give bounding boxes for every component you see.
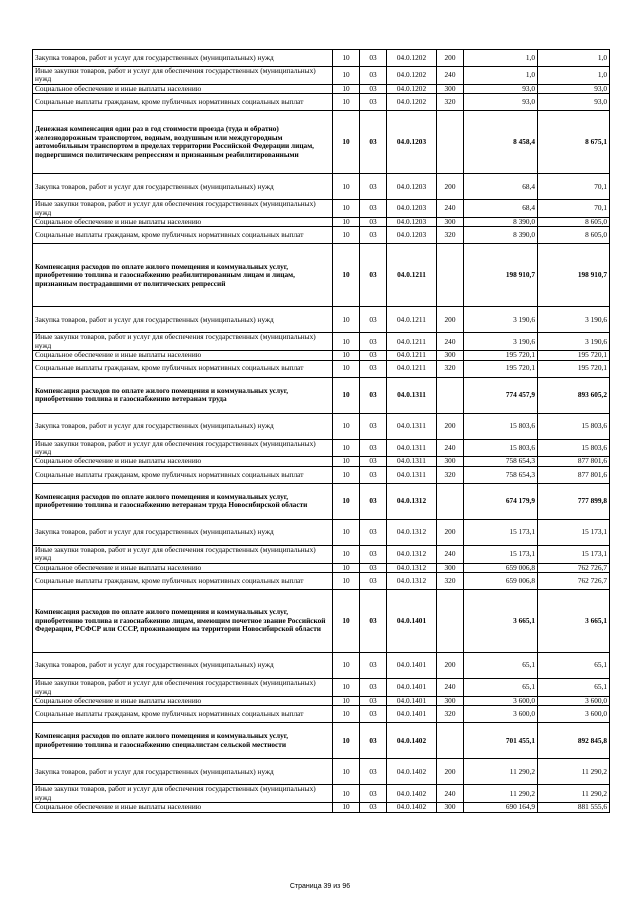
cell-v1: 659 006,8 xyxy=(464,573,538,590)
cell-v2: 65,1 xyxy=(538,653,610,679)
table-row xyxy=(33,439,610,457)
table-row xyxy=(33,457,610,466)
cell-v2: 892 845,8 xyxy=(538,723,610,759)
cell-v2: 15 803,6 xyxy=(538,413,610,439)
cell-code: 04.0.1311 xyxy=(387,457,437,466)
cell-b: 03 xyxy=(360,696,387,705)
cell-code: 04.0.1401 xyxy=(387,706,437,723)
table-row xyxy=(33,519,610,545)
cell-v2: 893 605,2 xyxy=(538,377,610,413)
cell-name: Денежная компенсация один раз в год стоимости проезда (туда и обратно) железнодорожным транспортом, водным, воздушным или междугородным автомобильным транспортом в пределах территории Российской Федерации лицам, подвергшимся политическим репрессиям и признанным реабилитированными xyxy=(33,111,333,174)
cell-a: 10 xyxy=(333,360,360,377)
cell-v1: 701 455,1 xyxy=(464,723,538,759)
cell-name: Социальное обеспечение и иные выплаты населению xyxy=(33,803,333,812)
cell-v2: 1,0 xyxy=(538,67,610,85)
cell-vr: 320 xyxy=(437,706,464,723)
cell-vr: 200 xyxy=(437,759,464,785)
cell-b: 03 xyxy=(360,351,387,360)
cell-b: 03 xyxy=(360,545,387,563)
page-number: Страница 39 из 96 xyxy=(289,883,351,890)
cell-v2: 3 600,0 xyxy=(538,696,610,705)
cell-vr: 200 xyxy=(437,653,464,679)
cell-code: 04.0.1311 xyxy=(387,413,437,439)
cell-a: 10 xyxy=(333,653,360,679)
cell-v2: 881 555,6 xyxy=(538,803,610,812)
cell-b: 03 xyxy=(360,307,387,333)
table-row xyxy=(33,563,610,572)
cell-v1: 68,4 xyxy=(464,174,538,200)
cell-a: 10 xyxy=(333,174,360,200)
cell-vr: 240 xyxy=(437,785,464,803)
cell-v2: 15 803,6 xyxy=(538,439,610,457)
cell-code: 04.0.1203 xyxy=(387,174,437,200)
cell-code: 04.0.1311 xyxy=(387,439,437,457)
table-row xyxy=(33,545,610,563)
cell-b: 03 xyxy=(360,50,387,67)
table-row xyxy=(33,573,610,590)
cell-v2: 8 605,0 xyxy=(538,227,610,244)
cell-a: 10 xyxy=(333,84,360,93)
table-row xyxy=(33,67,610,85)
table-row xyxy=(33,706,610,723)
cell-vr: 200 xyxy=(437,519,464,545)
cell-v2: 198 910,7 xyxy=(538,244,610,307)
cell-vr: 240 xyxy=(437,67,464,85)
table-row xyxy=(33,466,610,483)
table-row xyxy=(33,351,610,360)
cell-a: 10 xyxy=(333,545,360,563)
table-row xyxy=(33,174,610,200)
cell-b: 03 xyxy=(360,679,387,697)
cell-vr: 200 xyxy=(437,174,464,200)
cell-b: 03 xyxy=(360,439,387,457)
cell-v1: 1,0 xyxy=(464,50,538,67)
cell-v1: 690 164,9 xyxy=(464,803,538,812)
cell-v2: 15 173,1 xyxy=(538,545,610,563)
cell-vr: 320 xyxy=(437,466,464,483)
cell-a: 10 xyxy=(333,679,360,697)
budget-table-page xyxy=(32,49,609,813)
table-row xyxy=(33,307,610,333)
cell-name: Закупка товаров, работ и услуг для государственных (муниципальных) нужд xyxy=(33,759,333,785)
cell-b: 03 xyxy=(360,590,387,653)
cell-a: 10 xyxy=(333,706,360,723)
cell-b: 03 xyxy=(360,174,387,200)
cell-v1: 11 290,2 xyxy=(464,759,538,785)
cell-b: 03 xyxy=(360,360,387,377)
cell-v1: 8 390,0 xyxy=(464,218,538,227)
cell-v1: 198 910,7 xyxy=(464,244,538,307)
cell-a: 10 xyxy=(333,111,360,174)
cell-a: 10 xyxy=(333,227,360,244)
cell-vr xyxy=(437,111,464,174)
cell-code: 04.0.1203 xyxy=(387,227,437,244)
cell-vr xyxy=(437,377,464,413)
cell-v1: 68,4 xyxy=(464,200,538,218)
table-row-section xyxy=(33,590,610,653)
cell-v2: 777 899,8 xyxy=(538,483,610,519)
cell-b: 03 xyxy=(360,377,387,413)
cell-vr: 300 xyxy=(437,696,464,705)
cell-v1: 674 179,9 xyxy=(464,483,538,519)
cell-v1: 758 654,3 xyxy=(464,457,538,466)
cell-v2: 93,0 xyxy=(538,94,610,111)
cell-b: 03 xyxy=(360,803,387,812)
cell-name: Иные закупки товаров, работ и услуг для обеспечения государственных (муниципальных) нужд xyxy=(33,439,333,457)
cell-a: 10 xyxy=(333,200,360,218)
table-row xyxy=(33,803,610,812)
cell-name: Закупка товаров, работ и услуг для государственных (муниципальных) нужд xyxy=(33,413,333,439)
cell-code: 04.0.1401 xyxy=(387,679,437,697)
cell-code: 04.0.1312 xyxy=(387,483,437,519)
cell-code: 04.0.1312 xyxy=(387,563,437,572)
cell-name: Социальное обеспечение и иные выплаты населению xyxy=(33,218,333,227)
cell-vr: 200 xyxy=(437,307,464,333)
cell-a: 10 xyxy=(333,563,360,572)
cell-v2: 11 290,2 xyxy=(538,785,610,803)
cell-b: 03 xyxy=(360,413,387,439)
cell-b: 03 xyxy=(360,483,387,519)
cell-a: 10 xyxy=(333,483,360,519)
cell-name: Компенсация расходов по оплате жилого помещения и коммунальных услуг, приобретению топлива и газоснабжению специалистам сельской местности xyxy=(33,723,333,759)
cell-name: Социальное обеспечение и иные выплаты населению xyxy=(33,563,333,572)
cell-b: 03 xyxy=(360,457,387,466)
cell-a: 10 xyxy=(333,50,360,67)
cell-v2: 3 665,1 xyxy=(538,590,610,653)
cell-code: 04.0.1312 xyxy=(387,519,437,545)
cell-a: 10 xyxy=(333,519,360,545)
cell-v2: 3 600,0 xyxy=(538,706,610,723)
cell-name: Закупка товаров, работ и услуг для государственных (муниципальных) нужд xyxy=(33,307,333,333)
table-row-section xyxy=(33,244,610,307)
cell-code: 04.0.1203 xyxy=(387,200,437,218)
cell-a: 10 xyxy=(333,696,360,705)
cell-v1: 65,1 xyxy=(464,653,538,679)
cell-v2: 8 675,1 xyxy=(538,111,610,174)
cell-code: 04.0.1203 xyxy=(387,111,437,174)
cell-v1: 195 720,1 xyxy=(464,351,538,360)
cell-v1: 65,1 xyxy=(464,679,538,697)
table-row xyxy=(33,759,610,785)
cell-v2: 3 190,6 xyxy=(538,307,610,333)
cell-code: 04.0.1211 xyxy=(387,307,437,333)
cell-b: 03 xyxy=(360,563,387,572)
cell-name: Иные закупки товаров, работ и услуг для обеспечения государственных (муниципальных) нужд xyxy=(33,67,333,85)
cell-code: 04.0.1401 xyxy=(387,696,437,705)
table-row xyxy=(33,84,610,93)
cell-name: Иные закупки товаров, работ и услуг для обеспечения государственных (муниципальных) нужд xyxy=(33,200,333,218)
cell-b: 03 xyxy=(360,573,387,590)
cell-v1: 774 457,9 xyxy=(464,377,538,413)
cell-name: Социальное обеспечение и иные выплаты населению xyxy=(33,84,333,93)
cell-name: Компенсация расходов по оплате жилого помещения и коммунальных услуг, приобретению топлива и газоснабжению ветеранам труда xyxy=(33,377,333,413)
table-row-section xyxy=(33,377,610,413)
cell-vr: 300 xyxy=(437,84,464,93)
cell-v1: 659 006,8 xyxy=(464,563,538,572)
cell-code: 04.0.1202 xyxy=(387,50,437,67)
cell-v1: 15 803,6 xyxy=(464,413,538,439)
table-row xyxy=(33,333,610,351)
table-row-section xyxy=(33,723,610,759)
cell-code: 04.0.1211 xyxy=(387,351,437,360)
cell-v2: 762 726,7 xyxy=(538,563,610,572)
cell-a: 10 xyxy=(333,723,360,759)
cell-b: 03 xyxy=(360,785,387,803)
cell-code: 04.0.1401 xyxy=(387,590,437,653)
cell-b: 03 xyxy=(360,244,387,307)
table-row xyxy=(33,50,610,67)
cell-b: 03 xyxy=(360,333,387,351)
cell-vr: 240 xyxy=(437,200,464,218)
cell-code: 04.0.1401 xyxy=(387,653,437,679)
cell-name: Социальные выплаты гражданам, кроме публичных нормативных социальных выплат xyxy=(33,573,333,590)
cell-b: 03 xyxy=(360,227,387,244)
cell-v1: 758 654,3 xyxy=(464,466,538,483)
table-row xyxy=(33,360,610,377)
cell-v2: 70,1 xyxy=(538,174,610,200)
cell-v1: 195 720,1 xyxy=(464,360,538,377)
cell-vr: 300 xyxy=(437,218,464,227)
cell-v1: 3 665,1 xyxy=(464,590,538,653)
table-row xyxy=(33,200,610,218)
cell-b: 03 xyxy=(360,111,387,174)
cell-code: 04.0.1312 xyxy=(387,573,437,590)
cell-vr: 240 xyxy=(437,545,464,563)
cell-a: 10 xyxy=(333,466,360,483)
cell-vr: 200 xyxy=(437,50,464,67)
cell-vr: 240 xyxy=(437,679,464,697)
cell-v2: 11 290,2 xyxy=(538,759,610,785)
table-row xyxy=(33,227,610,244)
cell-b: 03 xyxy=(360,200,387,218)
cell-v1: 3 600,0 xyxy=(464,696,538,705)
cell-v1: 93,0 xyxy=(464,94,538,111)
cell-v1: 1,0 xyxy=(464,67,538,85)
cell-code: 04.0.1203 xyxy=(387,218,437,227)
cell-v1: 15 173,1 xyxy=(464,519,538,545)
cell-a: 10 xyxy=(333,590,360,653)
cell-code: 04.0.1211 xyxy=(387,244,437,307)
cell-vr: 240 xyxy=(437,439,464,457)
cell-vr: 320 xyxy=(437,227,464,244)
cell-code: 04.0.1211 xyxy=(387,333,437,351)
cell-v2: 65,1 xyxy=(538,679,610,697)
cell-code: 04.0.1202 xyxy=(387,94,437,111)
table-row xyxy=(33,653,610,679)
cell-name: Социальное обеспечение и иные выплаты населению xyxy=(33,457,333,466)
cell-b: 03 xyxy=(360,706,387,723)
cell-code: 04.0.1402 xyxy=(387,723,437,759)
cell-v1: 15 173,1 xyxy=(464,545,538,563)
cell-code: 04.0.1402 xyxy=(387,785,437,803)
cell-b: 03 xyxy=(360,466,387,483)
cell-v1: 3 190,6 xyxy=(464,307,538,333)
cell-vr: 240 xyxy=(437,333,464,351)
cell-name: Закупка товаров, работ и услуг для государственных (муниципальных) нужд xyxy=(33,174,333,200)
cell-code: 04.0.1202 xyxy=(387,67,437,85)
cell-a: 10 xyxy=(333,439,360,457)
cell-vr xyxy=(437,244,464,307)
cell-name: Закупка товаров, работ и услуг для государственных (муниципальных) нужд xyxy=(33,50,333,67)
cell-v2: 195 720,1 xyxy=(538,360,610,377)
cell-a: 10 xyxy=(333,759,360,785)
cell-a: 10 xyxy=(333,377,360,413)
cell-v2: 195 720,1 xyxy=(538,351,610,360)
cell-b: 03 xyxy=(360,84,387,93)
cell-code: 04.0.1311 xyxy=(387,466,437,483)
cell-vr: 320 xyxy=(437,94,464,111)
table-row-section xyxy=(33,111,610,174)
cell-name: Компенсация расходов по оплате жилого помещения и коммунальных услуг, приобретению топлива и газоснабжению ветеранам труда Новосибирской области xyxy=(33,483,333,519)
cell-name: Социальные выплаты гражданам, кроме публичных нормативных социальных выплат xyxy=(33,466,333,483)
cell-v2: 877 801,6 xyxy=(538,457,610,466)
cell-a: 10 xyxy=(333,67,360,85)
cell-b: 03 xyxy=(360,653,387,679)
cell-vr: 300 xyxy=(437,563,464,572)
cell-v2: 1,0 xyxy=(538,50,610,67)
cell-v1: 8 390,0 xyxy=(464,227,538,244)
cell-v1: 3 190,6 xyxy=(464,333,538,351)
cell-v2: 3 190,6 xyxy=(538,333,610,351)
cell-a: 10 xyxy=(333,803,360,812)
cell-b: 03 xyxy=(360,67,387,85)
cell-name: Закупка товаров, работ и услуг для государственных (муниципальных) нужд xyxy=(33,653,333,679)
cell-v2: 93,0 xyxy=(538,84,610,93)
budget-table-body xyxy=(33,50,610,813)
cell-name: Социальные выплаты гражданам, кроме публичных нормативных социальных выплат xyxy=(33,360,333,377)
cell-name: Иные закупки товаров, работ и услуг для обеспечения государственных (муниципальных) нужд xyxy=(33,545,333,563)
cell-vr: 320 xyxy=(437,360,464,377)
table-row xyxy=(33,94,610,111)
cell-vr: 200 xyxy=(437,413,464,439)
table-row-section xyxy=(33,483,610,519)
cell-code: 04.0.1312 xyxy=(387,545,437,563)
cell-code: 04.0.1402 xyxy=(387,759,437,785)
table-row xyxy=(33,413,610,439)
cell-code: 04.0.1402 xyxy=(387,803,437,812)
cell-v2: 762 726,7 xyxy=(538,573,610,590)
table-row xyxy=(33,785,610,803)
cell-a: 10 xyxy=(333,244,360,307)
cell-b: 03 xyxy=(360,759,387,785)
cell-a: 10 xyxy=(333,333,360,351)
cell-name: Компенсация расходов по оплате жилого помещения и коммунальных услуг, приобретению топлива и газоснабжению лицам, имеющим почетное звание Российской Федерации, РСФСР или СССР, проживающим на территории Новосибирской области xyxy=(33,590,333,653)
cell-name: Социальное обеспечение и иные выплаты населению xyxy=(33,351,333,360)
cell-a: 10 xyxy=(333,413,360,439)
cell-name: Социальные выплаты гражданам, кроме публичных нормативных социальных выплат xyxy=(33,227,333,244)
cell-a: 10 xyxy=(333,218,360,227)
cell-a: 10 xyxy=(333,94,360,111)
cell-vr: 320 xyxy=(437,573,464,590)
cell-b: 03 xyxy=(360,519,387,545)
cell-vr: 300 xyxy=(437,803,464,812)
table-row xyxy=(33,696,610,705)
cell-b: 03 xyxy=(360,94,387,111)
cell-name: Компенсация расходов по оплате жилого помещения и коммунальных услуг, приобретению топлива и газоснабжению реабилитированным лицам и лицам, признанным пострадавшими от политических репрессий xyxy=(33,244,333,307)
cell-v2: 70,1 xyxy=(538,200,610,218)
cell-a: 10 xyxy=(333,457,360,466)
cell-a: 10 xyxy=(333,307,360,333)
cell-name: Иные закупки товаров, работ и услуг для обеспечения государственных (муниципальных) нужд xyxy=(33,333,333,351)
cell-v2: 877 801,6 xyxy=(538,466,610,483)
cell-v2: 15 173,1 xyxy=(538,519,610,545)
cell-code: 04.0.1311 xyxy=(387,377,437,413)
cell-v1: 3 600,0 xyxy=(464,706,538,723)
cell-name: Социальное обеспечение и иные выплаты населению xyxy=(33,696,333,705)
cell-a: 10 xyxy=(333,785,360,803)
cell-vr: 300 xyxy=(437,457,464,466)
cell-code: 04.0.1202 xyxy=(387,84,437,93)
cell-v1: 93,0 xyxy=(464,84,538,93)
cell-v2: 8 605,0 xyxy=(538,218,610,227)
table-row xyxy=(33,218,610,227)
cell-a: 10 xyxy=(333,351,360,360)
cell-v1: 8 458,4 xyxy=(464,111,538,174)
cell-a: 10 xyxy=(333,573,360,590)
cell-name: Иные закупки товаров, работ и услуг для обеспечения государственных (муниципальных) нужд xyxy=(33,785,333,803)
cell-v1: 15 803,6 xyxy=(464,439,538,457)
table-row xyxy=(33,679,610,697)
cell-vr: 300 xyxy=(437,351,464,360)
cell-b: 03 xyxy=(360,723,387,759)
cell-vr xyxy=(437,483,464,519)
cell-b: 03 xyxy=(360,218,387,227)
cell-v1: 11 290,2 xyxy=(464,785,538,803)
cell-name: Социальные выплаты гражданам, кроме публичных нормативных социальных выплат xyxy=(33,94,333,111)
cell-code: 04.0.1211 xyxy=(387,360,437,377)
cell-name: Закупка товаров, работ и услуг для государственных (муниципальных) нужд xyxy=(33,519,333,545)
budget-table xyxy=(32,49,610,813)
cell-vr xyxy=(437,723,464,759)
cell-name: Социальные выплаты гражданам, кроме публичных нормативных социальных выплат xyxy=(33,706,333,723)
cell-vr xyxy=(437,590,464,653)
cell-name: Иные закупки товаров, работ и услуг для обеспечения государственных (муниципальных) нужд xyxy=(33,679,333,697)
